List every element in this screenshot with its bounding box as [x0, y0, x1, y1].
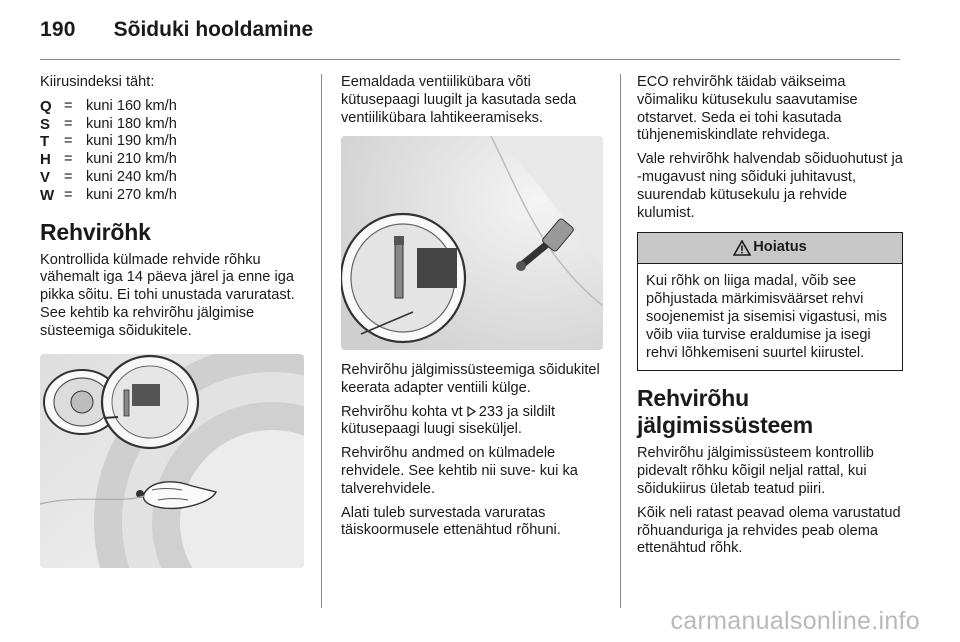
valve-cap-key-illustration [341, 136, 603, 350]
ref-page-number[interactable]: 233 [478, 403, 504, 420]
speed-letter: T [40, 133, 50, 151]
speed-value: kuni 270 km/h [86, 186, 177, 203]
page-header [40, 18, 313, 48]
ref-text-after: ja sildilt kütusepaagi luugi siseküljel. [341, 403, 556, 438]
warning-title: Hoiatus [753, 239, 807, 256]
speed-row [40, 151, 308, 169]
column-1 [40, 74, 308, 347]
tire-pressure-paragraph: Kontrollida külmade rehvide rõhku vähemalt iga 14 päeva järel ja enne iga pikka sõitu. Ei tohi unustada varuratast. See kehtib ka rehvirõhu jälgimise süsteemiga sõidukitele. [40, 251, 295, 339]
valve-cap-key-paragraph: Eemaldada ventiilikübara võti kütusepaagi luugilt ja kasutada seda ventiilikübara lahtikeeramiseks. [341, 74, 577, 126]
speed-eq: = [64, 133, 73, 150]
header-rule [40, 59, 900, 60]
column-2-lower [341, 362, 606, 546]
column-2 [341, 74, 606, 133]
speed-eq: = [64, 97, 73, 114]
speed-index-intro: Kiirusindeksi täht: [40, 74, 155, 90]
speed-letter: H [40, 151, 51, 169]
eco-pressure-paragraph: ECO rehvirõhk täidab väikseima võimaliku kütusekulu saavutamise otstarvet. Seda ei tohi kasutada tühjenemiskindlate rehvidega. [637, 74, 858, 144]
spare-wheel-paragraph: Alati tuleb survestada varuratas täiskoormusele ettenähtud rõhuni. [341, 504, 561, 539]
speed-value: kuni 160 km/h [86, 97, 177, 114]
warning-triangle-icon [733, 240, 751, 256]
sensors-paragraph: Kõik neli ratast peavad olema varustatud rõhuanduriga ja rehvides peab olema ettenähtud rõhk. [637, 504, 901, 557]
speed-index-table [40, 98, 308, 205]
section-title: Sõiduki hooldamine [113, 18, 314, 41]
page-number: 190 [40, 18, 76, 41]
speed-row [40, 116, 308, 134]
speed-row [40, 133, 308, 151]
warning-box [637, 232, 903, 371]
speed-eq: = [64, 186, 73, 203]
speed-row [40, 169, 308, 187]
speed-eq: = [64, 151, 73, 168]
speed-value: kuni 210 km/h [86, 151, 177, 168]
tire-pressure-ref-paragraph [341, 404, 606, 440]
speed-letter: W [40, 186, 55, 204]
speed-eq: = [64, 168, 73, 185]
watermark-text: carmanualsonline.info [670, 607, 920, 635]
column-divider-2 [620, 74, 621, 608]
cold-tire-paragraph: Rehvirõhu andmed on külmadele rehvidele. See kehtib nii suve- kui ka talverehvidele. [341, 445, 578, 497]
warning-header [638, 233, 902, 264]
speed-value: kuni 190 km/h [86, 133, 177, 150]
heading-tire-pressure: Rehvirõhk [40, 218, 151, 245]
speed-letter: Q [40, 97, 52, 115]
page-reference-arrow-icon [467, 406, 476, 417]
column-3 [637, 74, 903, 564]
heading-tpms: Rehvirõhu jälgimissüsteem [637, 385, 813, 439]
speed-row [40, 98, 308, 116]
fuel-door-tire-valve-illustration [40, 354, 304, 568]
speed-letter: S [40, 115, 51, 133]
ref-text-before: Rehvirõhu kohta vt [341, 403, 467, 420]
warning-body: Kui rõhk on liiga madal, võib see põhjustada märkimisväärset rehvi soojenemist ja sisemisi vigastusi, mis võib viia turvise eraldumise ja isegi rehvi lõhkemiseni suurtel kiirustel. [646, 273, 887, 361]
adapter-paragraph: Rehvirõhu jälgimissüsteemiga sõidukitel keerata adapter ventiili külge. [341, 362, 600, 396]
speed-row [40, 187, 308, 205]
speed-value: kuni 240 km/h [86, 168, 177, 185]
wrong-pressure-paragraph: Vale rehvirõhk halvendab sõiduohutust ja -mugavust ning sõiduki juhitavust, suurendab kütusekulu ja rehvide kulumist. [637, 151, 903, 221]
tpms-paragraph: Rehvirõhu jälgimissüsteem kontrollib pidevalt rõhku kõigil neljal rattal, kui sõidukiirus ületab teatud piiri. [637, 445, 874, 497]
speed-value: kuni 180 km/h [86, 115, 177, 132]
speed-eq: = [64, 115, 73, 132]
column-divider-1 [321, 74, 322, 608]
speed-letter: V [40, 168, 51, 186]
